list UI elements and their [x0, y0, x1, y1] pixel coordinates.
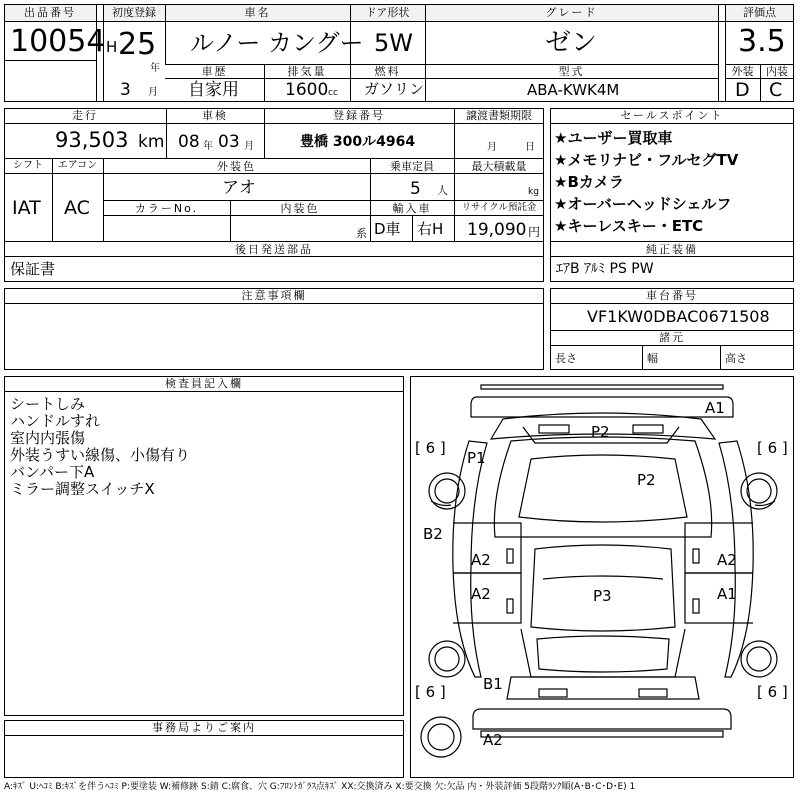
door-type: 5W — [374, 29, 413, 57]
reg-month: 3 — [120, 80, 131, 100]
damage-mark: A2 — [471, 585, 491, 603]
office-label: 事務局よりご案内 — [152, 721, 256, 734]
damage-diagram — [410, 376, 794, 778]
sales-point-item: ★メモリナビ・フルセグTV — [554, 151, 739, 169]
transfer-day-unit: 日 — [525, 142, 535, 153]
later-parts: 保証書 — [10, 260, 56, 278]
reg-year: 25 — [118, 27, 157, 62]
reg-number-label: 登録番号 — [333, 109, 385, 122]
tire-depth-rear-left: [ 6 ] — [415, 683, 446, 701]
tire-depth-rear-right: [ 6 ] — [757, 683, 788, 701]
history: 自家用 — [188, 80, 239, 100]
first-reg-label: 初度登録 — [112, 6, 156, 19]
transfer-month-unit: 月 — [487, 142, 497, 153]
equipment: ｴｱB ｱﾙﾐ PS PW — [556, 261, 654, 277]
inspector-note: シートしみ — [10, 395, 86, 413]
score: 3.5 — [738, 24, 786, 59]
ext-label: 外装 — [731, 65, 754, 78]
inspector-note: バンパー下A — [10, 463, 95, 481]
fuel-label: 燃料 — [374, 65, 401, 78]
recycle-label: リサイクル預託金 — [461, 202, 537, 213]
car-name-label: 車名 — [244, 6, 271, 19]
damage-mark: P2 — [637, 471, 656, 489]
spec-label: 諸元 — [659, 331, 685, 344]
lot-number: 10054 — [10, 24, 106, 59]
inspector-label: 検査員記入欄 — [165, 377, 243, 390]
inspection-label: 車検 — [202, 109, 228, 122]
ext-grade: D — [735, 79, 750, 101]
damage-mark: A1 — [705, 399, 725, 417]
door-label: ドア形状 — [365, 6, 410, 19]
month-unit: 月 — [148, 87, 158, 98]
legend: A:ｷｽﾞ U:ﾍｺﾐ B:ｷｽﾞを伴うﾍｺﾐ P:要塗装 W:補修跡 S:錆 C:腐食、穴 G:ﾌﾛﾝﾄｶﾞﾗｽ点ｷｽﾞ XX:交換済み X:要交換 欠:欠品 内・外装評価 5段階ﾗﾝｸ順(A･B･C･D･E) 1 — [4, 782, 636, 792]
transfer-label: 譲渡書類期限 — [466, 109, 532, 122]
grade-label: グレード — [545, 6, 598, 19]
inspector-note: 外装うすい線傷、小傷有り — [10, 446, 191, 464]
disp-label: 排気量 — [287, 65, 327, 78]
inspector-note: 室内内張傷 — [10, 429, 86, 447]
grade: ゼン — [545, 28, 598, 58]
score-label: 評価点 — [743, 6, 776, 19]
damage-mark: A2 — [483, 731, 503, 749]
model-label: 型式 — [558, 65, 585, 78]
chassis-label: 車台番号 — [646, 289, 698, 302]
int-label: 内装 — [766, 65, 788, 78]
disp-unit: cc — [328, 88, 338, 98]
chassis-number: VF1KW0DBAC0671508 — [587, 307, 770, 326]
sales-point-item: ★Bカメラ — [554, 173, 624, 191]
handle-side: 右H — [417, 220, 444, 238]
inspection-year-unit: 年 — [203, 141, 213, 152]
year-unit: 年 — [150, 63, 160, 74]
sales-point-item: ★キーレスキー・ETC — [554, 217, 704, 235]
shift-label: シフト — [13, 160, 43, 171]
inspector-note: ハンドルすれ — [10, 412, 101, 430]
lot-label: 出品番号 — [24, 6, 76, 19]
ac-label: エアコン — [57, 160, 98, 171]
color: アオ — [222, 178, 256, 198]
later-parts-label: 後日発送部品 — [235, 243, 313, 256]
import-label: 輸入車 — [392, 202, 432, 215]
mileage-label: 走行 — [72, 109, 98, 122]
displacement: 1600 — [285, 80, 329, 100]
equipment-label: 純正装備 — [646, 243, 698, 256]
sales-point-item: ★オーバーヘッドシェルフ — [554, 195, 732, 213]
mileage-unit: km — [138, 132, 165, 152]
shift: IAT — [12, 197, 41, 219]
capacity-label: 乗車定員 — [390, 160, 434, 173]
damage-mark: P3 — [593, 587, 612, 605]
color-label: 外装色 — [217, 160, 256, 173]
car-name: ルノー カングー — [190, 29, 364, 57]
load-label: 最大積載量 — [471, 160, 527, 173]
width-label: 幅 — [647, 352, 658, 365]
damage-mark: A2 — [717, 551, 737, 569]
history-label: 車歴 — [201, 65, 228, 78]
reg-number: 豊橋 300ル4964 — [300, 134, 416, 150]
capacity: 5 — [410, 179, 421, 199]
mileage: 93,503 — [55, 128, 129, 152]
load-unit: kg — [528, 187, 539, 197]
inspection-month-unit: 月 — [244, 141, 254, 152]
damage-mark: A2 — [471, 551, 491, 569]
damage-mark: B2 — [423, 525, 443, 543]
sales-points-label: セールスポイント — [620, 109, 724, 122]
interior-color-suffix: 系 — [356, 227, 367, 240]
inspection-year: 08 — [178, 132, 200, 152]
interior-color-label: 内装色 — [280, 202, 320, 215]
model: ABA-KWK4M — [527, 81, 620, 99]
notes-label: 注意事項欄 — [241, 289, 307, 302]
fuel: ガソリン — [364, 80, 425, 98]
height-label: 高さ — [725, 352, 747, 365]
drive-side: D車 — [374, 220, 401, 238]
tire-depth-front-right: [ 6 ] — [757, 439, 788, 457]
int-grade: C — [769, 79, 783, 101]
damage-mark: A1 — [717, 585, 737, 603]
color-no-label: カラーNo. — [134, 202, 199, 215]
era: H — [106, 38, 118, 56]
damage-mark: B1 — [483, 675, 503, 693]
tire-depth-front-left: [ 6 ] — [415, 439, 446, 457]
recycle-unit: 円 — [528, 225, 541, 239]
inspector-note: ミラー調整スイッチX — [10, 480, 155, 498]
damage-mark: P1 — [467, 449, 486, 467]
ac: AC — [64, 197, 90, 219]
capacity-unit: 人 — [437, 184, 448, 197]
damage-mark: P2 — [591, 423, 610, 441]
sales-point-item: ★ユーザー買取車 — [554, 129, 673, 147]
inspection-month: 03 — [218, 132, 240, 152]
length-label: 長さ — [555, 352, 577, 365]
recycle-fee: 19,090 — [467, 220, 527, 240]
